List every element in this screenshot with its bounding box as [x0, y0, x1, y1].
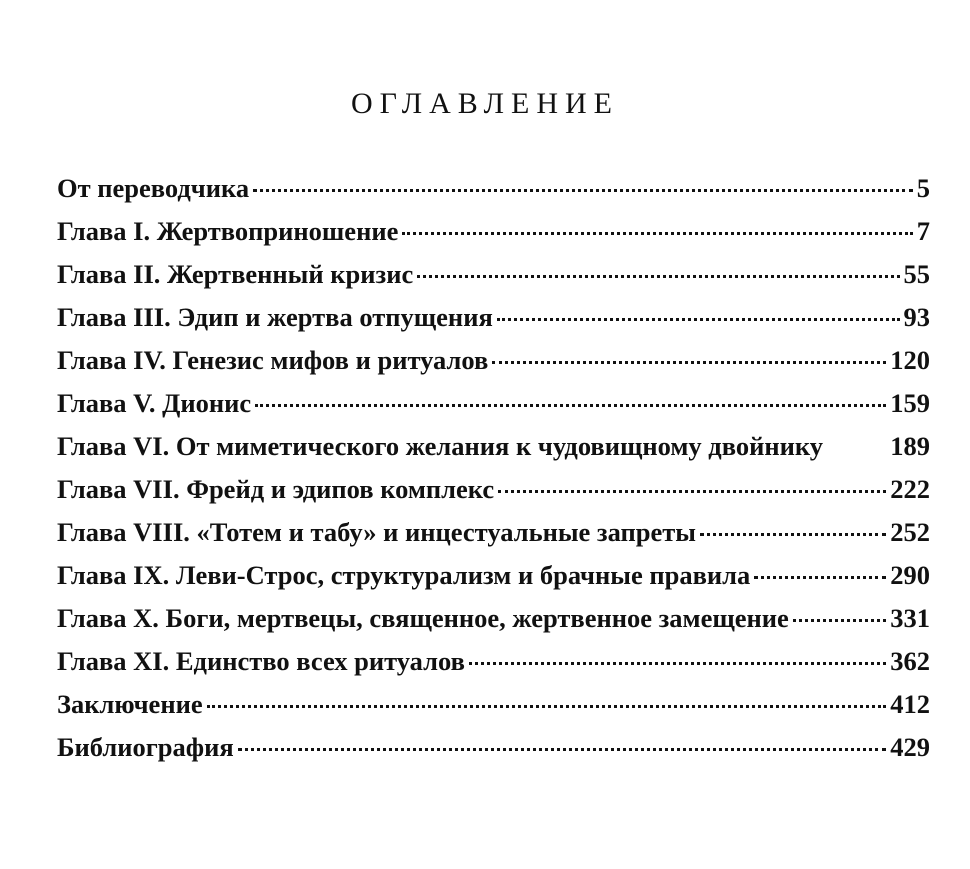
toc-entry-title: Глава IV. Генезис мифов и ритуалов — [57, 345, 489, 375]
toc-entry — [57, 382, 930, 425]
toc-entry — [57, 640, 930, 683]
dot-leader — [492, 361, 886, 364]
toc-entry-title: Глава VI. От миметического желания к чудовищному двойнику — [57, 431, 824, 461]
toc-entry-page: 290 — [890, 560, 930, 590]
toc-entry-page: 429 — [890, 732, 930, 762]
toc-entry — [57, 511, 930, 554]
dot-leader — [497, 318, 900, 321]
toc-entry-page: 5 — [916, 173, 930, 203]
toc-entry-title: Библиография — [57, 732, 234, 762]
toc-entry-page: 252 — [890, 517, 930, 547]
toc-entry — [57, 210, 930, 253]
dot-leader — [417, 275, 899, 278]
dot-leader — [207, 705, 887, 708]
toc-entry-page: 93 — [903, 302, 930, 332]
toc-entry-title: Глава VII. Фрейд и эдипов комплекс — [57, 474, 495, 504]
toc-entry — [57, 253, 930, 296]
dot-leader — [253, 189, 913, 192]
dot-leader — [469, 662, 886, 665]
toc-entry — [57, 726, 930, 769]
toc-entry-page: 55 — [903, 259, 930, 289]
toc-entry — [57, 296, 930, 339]
toc-entry — [57, 597, 930, 640]
toc-entry-page: 222 — [890, 474, 930, 504]
toc-entry-page: 362 — [890, 646, 930, 676]
toc-entry-page: 189 — [890, 431, 930, 461]
dot-leader — [700, 533, 886, 536]
dot-leader — [498, 490, 886, 493]
toc-entry — [57, 167, 930, 210]
toc-entry-title: Глава V. Дионис — [57, 388, 252, 418]
toc-entry — [57, 339, 930, 382]
toc-entry-page: 120 — [890, 345, 930, 375]
toc-entry — [57, 683, 930, 726]
table-of-contents — [57, 167, 930, 769]
dot-leader — [402, 232, 912, 235]
dot-leader — [238, 748, 887, 751]
toc-entry-page: 331 — [890, 603, 930, 633]
toc-entry-title: Глава I. Жертвоприношение — [57, 216, 399, 246]
toc-entry-title: Заключение — [57, 689, 203, 719]
dot-leader — [793, 619, 886, 622]
toc-entry — [57, 425, 930, 468]
toc-entry-page: 159 — [890, 388, 930, 418]
toc-entry-page: 412 — [890, 689, 930, 719]
toc-entry-title: Глава X. Боги, мертвецы, священное, жертвенное замещение — [57, 603, 789, 633]
dot-leader — [255, 404, 886, 407]
toc-entry-title: От переводчика — [57, 173, 250, 203]
toc-entry — [57, 554, 930, 597]
toc-entry-title: Глава IX. Леви-Строс, структурализм и брачные правила — [57, 560, 751, 590]
toc-entry-page: 7 — [916, 216, 930, 246]
dot-leader — [754, 576, 886, 579]
toc-entry-title: Глава III. Эдип и жертва отпущения — [57, 302, 493, 332]
toc-entry-title: Глава VIII. «Тотем и табу» и инцестуальные запреты — [57, 517, 696, 547]
toc-entry — [57, 468, 930, 511]
toc-entry-title: Глава XI. Единство всех ритуалов — [57, 646, 465, 676]
dot-leader — [827, 447, 886, 450]
toc-entry-title: Глава II. Жертвенный кризис — [57, 259, 414, 289]
page-title: ОГЛАВЛЕНИЕ — [351, 87, 619, 120]
